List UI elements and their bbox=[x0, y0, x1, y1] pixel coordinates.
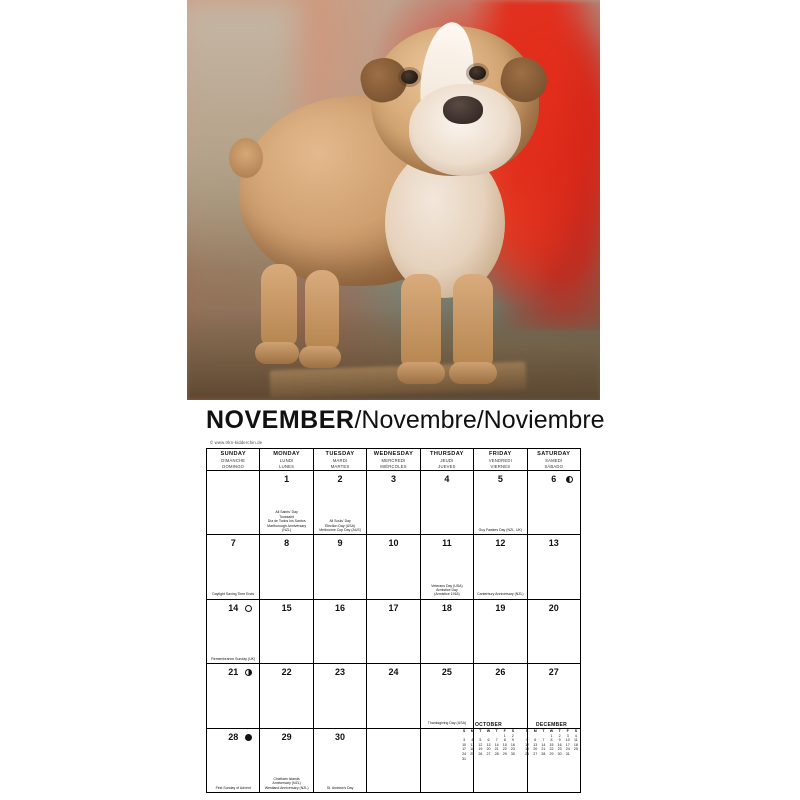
mini-day: 31 bbox=[462, 756, 467, 761]
mini-weekday: S bbox=[574, 729, 578, 733]
calendar-photo bbox=[187, 0, 600, 400]
mini-day: 17 bbox=[565, 742, 570, 747]
weekday-label-es: MARTES bbox=[330, 463, 350, 469]
mini-day: 8 bbox=[550, 738, 553, 743]
mini-day: 2 bbox=[511, 733, 514, 738]
weekday-label-en: THURSDAY bbox=[430, 451, 464, 458]
day-cell-empty[interactable] bbox=[207, 471, 260, 535]
mini-day: 30 bbox=[557, 751, 562, 756]
day-cell-15[interactable] bbox=[260, 600, 313, 664]
day-events: Remembrance Sunday (UK) bbox=[211, 656, 256, 661]
mini-month-title: OCTOBER bbox=[474, 722, 502, 728]
day-cell-14[interactable] bbox=[207, 600, 260, 664]
day-cell-19[interactable] bbox=[474, 600, 527, 664]
mini-day: 28 bbox=[494, 751, 499, 756]
weekday-header-saturday bbox=[528, 449, 581, 471]
weekday-label-en: SATURDAY bbox=[537, 451, 571, 458]
day-cell-17[interactable] bbox=[367, 600, 420, 664]
day-cell-25[interactable] bbox=[421, 664, 474, 728]
weekday-label-en: TUESDAY bbox=[325, 451, 355, 458]
mini-month-october bbox=[460, 722, 517, 792]
day-cell-empty[interactable] bbox=[367, 729, 420, 793]
day-cell-24[interactable] bbox=[367, 664, 420, 728]
day-number: 22 bbox=[281, 667, 292, 678]
day-number: 24 bbox=[388, 667, 399, 678]
mini-day: 14 bbox=[541, 742, 546, 747]
mini-day: 25 bbox=[573, 747, 578, 752]
day-number: 25 bbox=[441, 667, 452, 678]
weekday-label-en: FRIDAY bbox=[488, 451, 512, 458]
mini-day: 4 bbox=[574, 733, 577, 738]
dog-paw-back-left bbox=[255, 342, 299, 364]
mini-day bbox=[484, 757, 492, 762]
mini-day: 23 bbox=[510, 747, 515, 752]
dog-nose bbox=[443, 96, 483, 124]
mini-day: 1 bbox=[550, 733, 553, 738]
mini-day bbox=[468, 757, 476, 762]
day-cell-11[interactable] bbox=[421, 535, 474, 599]
mini-day: 16 bbox=[557, 742, 562, 747]
weekday-label-en: MONDAY bbox=[273, 451, 300, 458]
day-cell-21[interactable] bbox=[207, 664, 260, 728]
day-cell-13[interactable] bbox=[528, 535, 581, 599]
day-number: 20 bbox=[548, 602, 559, 613]
mini-weekday: T bbox=[558, 729, 561, 733]
mini-weekday: S bbox=[525, 729, 529, 733]
day-cell-18[interactable] bbox=[421, 600, 474, 664]
mini-day: 27 bbox=[486, 751, 491, 756]
mini-day: 19 bbox=[478, 747, 483, 752]
day-events: All Saints' Day Toussaint Día de Todos los Santos Marlborough Anniversary (NZL) bbox=[267, 510, 307, 532]
day-cell-7[interactable] bbox=[207, 535, 260, 599]
day-number: 8 bbox=[284, 538, 290, 549]
day-number: 7 bbox=[230, 538, 236, 549]
mini-day: 15 bbox=[502, 742, 507, 747]
day-cell-6[interactable] bbox=[528, 471, 581, 535]
mini-months bbox=[460, 722, 580, 792]
mini-day: 4 bbox=[471, 738, 474, 743]
mini-day: 2 bbox=[558, 733, 561, 738]
mini-day: 6 bbox=[487, 738, 490, 743]
mini-day: 28 bbox=[541, 751, 546, 756]
mini-day: 23 bbox=[557, 747, 562, 752]
weekday-header-sunday bbox=[207, 449, 260, 471]
day-cell-28[interactable] bbox=[207, 729, 260, 793]
mini-day: 8 bbox=[503, 738, 506, 743]
mini-day: 21 bbox=[541, 747, 546, 752]
dog-front-leg-right bbox=[453, 274, 493, 370]
moon-phase-first-icon bbox=[245, 669, 252, 676]
day-cell-8[interactable] bbox=[260, 535, 313, 599]
dog-paw-front-right bbox=[449, 362, 497, 384]
mini-day: 11 bbox=[470, 742, 475, 747]
weekday-label-es: SÁBADO bbox=[544, 463, 564, 469]
mini-month-table bbox=[460, 729, 517, 761]
dog-tail bbox=[229, 138, 263, 178]
day-number: 16 bbox=[335, 602, 346, 613]
weekday-header-tuesday bbox=[314, 449, 367, 471]
mini-day bbox=[493, 757, 501, 762]
mini-day: 17 bbox=[462, 747, 467, 752]
mini-day: 7 bbox=[495, 738, 498, 743]
mini-weekday: S bbox=[462, 729, 466, 733]
mini-weekday: M bbox=[533, 729, 537, 733]
day-number: 9 bbox=[337, 538, 343, 549]
weekday-label-fr: SAMEDI bbox=[545, 458, 563, 464]
day-number: 17 bbox=[388, 602, 399, 613]
mini-weekday: M bbox=[470, 729, 474, 733]
mini-day: 29 bbox=[502, 751, 507, 756]
day-events: First Sunday of Advent bbox=[215, 785, 251, 790]
mini-day: 19 bbox=[525, 747, 530, 752]
day-events: Guy Fawkes Day (NZL, UK) bbox=[478, 527, 523, 532]
dog-back-leg-left bbox=[261, 264, 297, 348]
day-events: All Souls' Day Election Day (USA) Melbourne Cup Day (AUS) bbox=[319, 519, 361, 532]
mini-month-table bbox=[523, 729, 580, 757]
weekday-header-friday bbox=[474, 449, 527, 471]
day-number: 28 bbox=[228, 731, 239, 742]
day-number: 12 bbox=[495, 538, 506, 549]
day-events: St. Andrew's Day bbox=[326, 785, 354, 790]
day-cell-23[interactable] bbox=[314, 664, 367, 728]
mini-month-title: DECEMBER bbox=[535, 722, 567, 728]
day-number: 26 bbox=[495, 667, 506, 678]
mini-day bbox=[476, 757, 484, 762]
weekday-label-en: WEDNESDAY bbox=[373, 451, 414, 458]
weekday-label-es: VIERNES bbox=[490, 463, 511, 469]
mini-day: 5 bbox=[526, 738, 529, 743]
day-cell-4[interactable] bbox=[421, 471, 474, 535]
weekday-label-es: JUEVES bbox=[438, 463, 456, 469]
weekday-label-es: MIÉRCOLES bbox=[380, 463, 407, 469]
photo-credit: © www.trkn-kidderchin.de bbox=[210, 440, 263, 445]
mini-day: 10 bbox=[462, 742, 467, 747]
mini-week-row bbox=[460, 757, 517, 762]
dog-front-leg-left bbox=[401, 274, 441, 370]
weekday-label-fr: JEUDI bbox=[440, 458, 454, 464]
mini-day: 24 bbox=[462, 751, 467, 756]
day-number: 30 bbox=[335, 731, 346, 742]
dog-eye-left bbox=[401, 70, 418, 84]
mini-day: 3 bbox=[463, 738, 466, 743]
mini-day bbox=[572, 752, 580, 757]
weekday-header-thursday bbox=[421, 449, 474, 471]
day-number: 6 bbox=[551, 474, 557, 484]
mini-weekday: S bbox=[511, 729, 515, 733]
day-events: Daylight Saving Time Ends bbox=[212, 592, 255, 597]
month-name-translations: /Novembre/Noviembre bbox=[354, 406, 605, 434]
mini-day: 1 bbox=[503, 733, 506, 738]
dog-back-leg-right bbox=[305, 270, 339, 352]
dog-paw-front-left bbox=[397, 362, 445, 384]
bulldog-illustration bbox=[225, 18, 555, 388]
mini-day: 20 bbox=[486, 747, 491, 752]
day-cell-27[interactable] bbox=[528, 664, 581, 728]
mini-day: 27 bbox=[533, 751, 538, 756]
mini-day: 31 bbox=[565, 751, 570, 756]
mini-day: 6 bbox=[534, 738, 537, 743]
mini-day: 26 bbox=[525, 751, 530, 756]
day-number: 1 bbox=[284, 474, 290, 484]
mini-day: 12 bbox=[525, 742, 530, 747]
mini-day: 21 bbox=[494, 747, 499, 752]
mini-day: 29 bbox=[549, 751, 554, 756]
day-number: 3 bbox=[390, 474, 396, 484]
day-number: 13 bbox=[548, 538, 559, 549]
day-number: 2 bbox=[337, 474, 343, 484]
weekday-label-fr: MERCREDI bbox=[381, 458, 406, 464]
mini-day: 16 bbox=[510, 742, 515, 747]
month-name-english: NOVEMBER bbox=[206, 406, 355, 434]
day-events: Canterbury Anniversary (NZL) bbox=[477, 592, 524, 597]
day-cell-10[interactable] bbox=[367, 535, 420, 599]
weekday-label-fr: MARDI bbox=[332, 458, 348, 464]
mini-day: 5 bbox=[479, 738, 482, 743]
day-cell-9[interactable] bbox=[314, 535, 367, 599]
mini-day: 25 bbox=[470, 751, 475, 756]
mini-weekday: W bbox=[486, 729, 491, 733]
day-events: Chatham Islands Anniversary (NZL) Westland Anniversary (NZL) bbox=[264, 776, 309, 790]
mini-day: 3 bbox=[566, 733, 569, 738]
day-number: 18 bbox=[441, 602, 452, 613]
mini-day: 18 bbox=[573, 742, 578, 747]
day-cell-26[interactable] bbox=[474, 664, 527, 728]
weekday-label-fr: VENDREDI bbox=[488, 458, 512, 464]
moon-phase-last-icon bbox=[566, 476, 573, 483]
weekday-label-es: LUNES bbox=[279, 463, 295, 469]
mini-day: 12 bbox=[478, 742, 483, 747]
dog-paw-back-right bbox=[299, 346, 341, 368]
day-number: 5 bbox=[497, 474, 503, 484]
day-cell-30[interactable] bbox=[314, 729, 367, 793]
weekday-header-monday bbox=[260, 449, 313, 471]
mini-day: 13 bbox=[533, 742, 538, 747]
day-cell-22[interactable] bbox=[260, 664, 313, 728]
moon-phase-full-icon bbox=[245, 605, 252, 612]
mini-weekday: T bbox=[495, 729, 498, 733]
mini-day: 13 bbox=[486, 742, 491, 747]
mini-day: 20 bbox=[533, 747, 538, 752]
day-cell-2[interactable] bbox=[314, 471, 367, 535]
mini-weekday: T bbox=[479, 729, 482, 733]
weekday-label-fr: LUNDI bbox=[279, 458, 294, 464]
day-events: Thanksgiving Day (USA) bbox=[427, 721, 467, 726]
day-number: 23 bbox=[335, 667, 346, 678]
mini-weekday: F bbox=[566, 729, 569, 733]
mini-day: 22 bbox=[502, 747, 507, 752]
day-number: 10 bbox=[388, 538, 399, 549]
day-cell-12[interactable] bbox=[474, 535, 527, 599]
weekday-label-es: DOMINGO bbox=[222, 463, 245, 469]
mini-day: 15 bbox=[549, 742, 554, 747]
mini-day: 11 bbox=[574, 738, 578, 743]
day-number: 4 bbox=[444, 474, 450, 484]
dog-eye-right bbox=[469, 66, 486, 80]
mini-week-row bbox=[523, 752, 580, 757]
day-cell-16[interactable] bbox=[314, 600, 367, 664]
day-events: Veterans Day (USA) Armistice Day (Armistice 1918) bbox=[431, 583, 463, 597]
mini-day: 22 bbox=[549, 747, 554, 752]
mini-weekday: F bbox=[503, 729, 506, 733]
day-number: 19 bbox=[495, 602, 506, 613]
day-number: 15 bbox=[281, 602, 292, 613]
weekday-label-fr: DIMANCHE bbox=[221, 458, 246, 464]
day-number: 27 bbox=[548, 667, 559, 678]
weekday-label-en: SUNDAY bbox=[220, 451, 246, 458]
day-cell-1[interactable] bbox=[260, 471, 313, 535]
weekday-header-wednesday bbox=[367, 449, 420, 471]
day-number: 11 bbox=[442, 538, 452, 549]
day-cell-20[interactable] bbox=[528, 600, 581, 664]
mini-weekday: W bbox=[549, 729, 554, 733]
moon-phase-new-icon bbox=[245, 734, 252, 741]
mini-weekday: T bbox=[542, 729, 545, 733]
mini-month-december bbox=[523, 722, 580, 792]
mini-day: 26 bbox=[478, 751, 483, 756]
day-number: 29 bbox=[281, 731, 292, 742]
mini-day: 24 bbox=[565, 747, 570, 752]
mini-day: 7 bbox=[542, 738, 545, 743]
day-cell-3[interactable] bbox=[367, 471, 420, 535]
mini-day: 9 bbox=[511, 738, 514, 743]
day-cell-29[interactable] bbox=[260, 729, 313, 793]
mini-day: 14 bbox=[494, 742, 499, 747]
mini-day: 30 bbox=[510, 751, 515, 756]
mini-day bbox=[501, 757, 509, 762]
day-number: 14 bbox=[228, 602, 239, 613]
mini-day: 18 bbox=[470, 747, 475, 752]
day-cell-5[interactable] bbox=[474, 471, 527, 535]
month-title bbox=[206, 406, 605, 435]
mini-day bbox=[509, 757, 517, 762]
mini-day: 9 bbox=[558, 738, 561, 743]
day-number: 21 bbox=[228, 667, 239, 678]
mini-day: 10 bbox=[565, 738, 570, 743]
